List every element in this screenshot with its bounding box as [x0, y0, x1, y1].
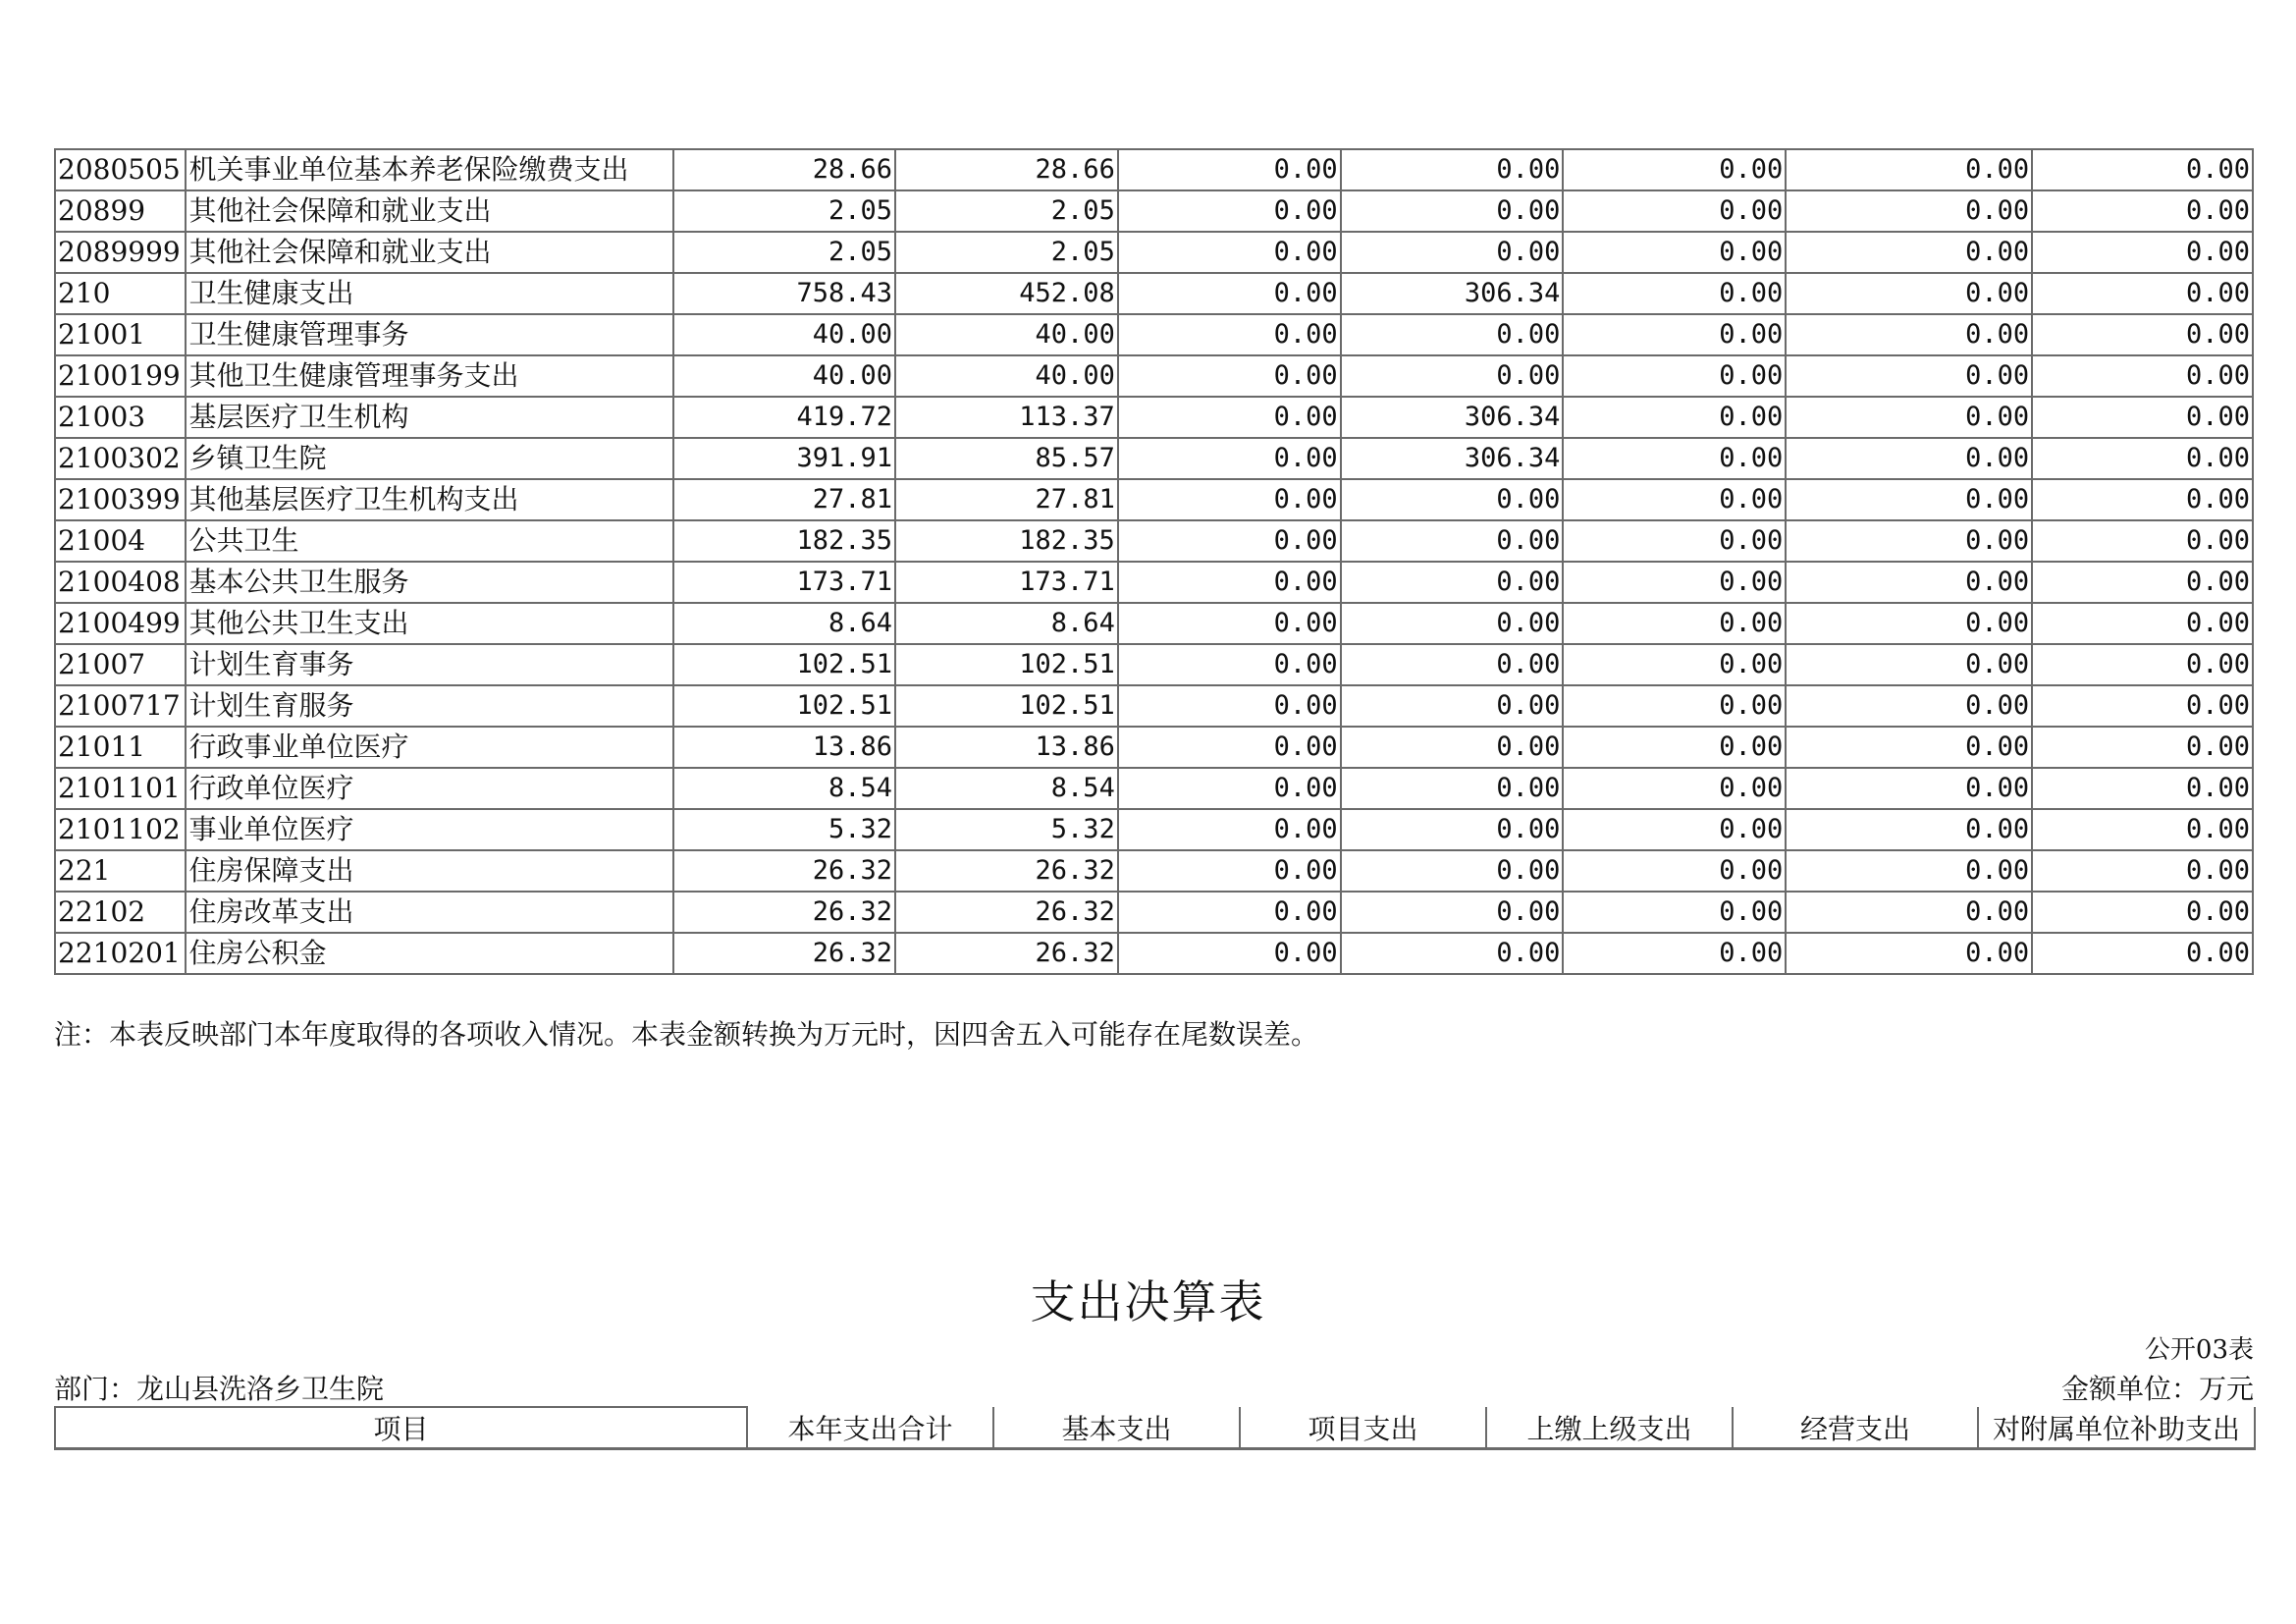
row-value: 40.00 [673, 314, 895, 355]
row-value: 419.72 [673, 397, 895, 438]
row-value: 182.35 [673, 520, 895, 562]
row-value: 0.00 [2032, 355, 2253, 397]
row-value: 0.00 [2032, 644, 2253, 685]
row-name: 卫生健康支出 [186, 273, 673, 314]
row-value: 0.00 [1563, 850, 1786, 892]
row-value: 0.00 [1563, 933, 1786, 974]
row-value: 0.00 [1118, 892, 1341, 933]
row-value: 2.05 [895, 190, 1118, 232]
row-value: 0.00 [2032, 809, 2253, 850]
row-value: 0.00 [1786, 562, 2032, 603]
row-value: 0.00 [1341, 809, 1564, 850]
row-name: 行政单位医疗 [186, 768, 673, 809]
row-code: 2089999 [55, 232, 186, 273]
row-code: 2101102 [55, 809, 186, 850]
row-value: 0.00 [1118, 190, 1341, 232]
row-value: 27.81 [895, 479, 1118, 520]
row-code: 221 [55, 850, 186, 892]
table-row [55, 933, 2253, 974]
row-value: 0.00 [1786, 768, 2032, 809]
table-row [55, 892, 2253, 933]
row-code: 2100717 [55, 685, 186, 727]
row-value: 0.00 [1563, 190, 1786, 232]
table-row [55, 685, 2253, 727]
row-name: 卫生健康管理事务 [186, 314, 673, 355]
row-value: 40.00 [673, 355, 895, 397]
row-code: 22102 [55, 892, 186, 933]
row-value: 0.00 [1118, 479, 1341, 520]
row-name: 乡镇卫生院 [186, 438, 673, 479]
row-value: 0.00 [1563, 397, 1786, 438]
table-row [55, 809, 2253, 850]
row-value: 28.66 [895, 149, 1118, 190]
row-code: 2100408 [55, 562, 186, 603]
income-table [54, 148, 2254, 975]
table-id-label: 公开03表 [2144, 1335, 2254, 1365]
row-value: 102.51 [673, 644, 895, 685]
row-value: 0.00 [1118, 727, 1341, 768]
row-value: 0.00 [1786, 149, 2032, 190]
row-value: 0.00 [1563, 314, 1786, 355]
row-value: 40.00 [895, 314, 1118, 355]
row-value: 0.00 [1118, 685, 1341, 727]
row-code: 20899 [55, 190, 186, 232]
table-note: 注：本表反映部门本年度取得的各项收入情况。本表金额转换为万元时，因四舍五入可能存在尾数误差。 [54, 1018, 1319, 1051]
row-value: 0.00 [1563, 644, 1786, 685]
row-value: 0.00 [1341, 768, 1564, 809]
row-code: 2100199 [55, 355, 186, 397]
header-total: 本年支出合计 [747, 1407, 993, 1449]
row-value: 0.00 [1341, 314, 1564, 355]
table-row [55, 727, 2253, 768]
row-value: 0.00 [1563, 438, 1786, 479]
row-value: 0.00 [1563, 562, 1786, 603]
row-value: 0.00 [1118, 809, 1341, 850]
table-row [55, 232, 2253, 273]
row-value: 0.00 [1118, 355, 1341, 397]
row-value: 0.00 [1786, 397, 2032, 438]
header-basic: 基本支出 [993, 1407, 1240, 1449]
row-value: 0.00 [2032, 438, 2253, 479]
row-name: 基本公共卫生服务 [186, 562, 673, 603]
table-row [55, 479, 2253, 520]
row-value: 0.00 [1341, 892, 1564, 933]
row-value: 8.64 [895, 603, 1118, 644]
row-value: 0.00 [1563, 809, 1786, 850]
row-value: 0.00 [1118, 520, 1341, 562]
row-value: 5.32 [673, 809, 895, 850]
row-value: 26.32 [895, 850, 1118, 892]
row-name: 计划生育事务 [186, 644, 673, 685]
row-value: 0.00 [1563, 768, 1786, 809]
row-value: 0.00 [1786, 479, 2032, 520]
row-value: 2.05 [673, 232, 895, 273]
row-value: 26.32 [895, 933, 1118, 974]
row-name: 基层医疗卫生机构 [186, 397, 673, 438]
row-value: 27.81 [673, 479, 895, 520]
row-value: 0.00 [1118, 603, 1341, 644]
row-value: 0.00 [2032, 933, 2253, 974]
header-subsidy: 对附属单位补助支出 [1978, 1407, 2255, 1449]
table-row [55, 520, 2253, 562]
row-value: 0.00 [1118, 768, 1341, 809]
row-name: 行政事业单位医疗 [186, 727, 673, 768]
row-code: 2100302 [55, 438, 186, 479]
row-value: 0.00 [1118, 850, 1341, 892]
row-value: 0.00 [1118, 933, 1341, 974]
row-value: 0.00 [1563, 892, 1786, 933]
row-value: 0.00 [1786, 232, 2032, 273]
row-name: 住房改革支出 [186, 892, 673, 933]
row-value: 102.51 [673, 685, 895, 727]
row-value: 0.00 [1786, 603, 2032, 644]
row-value: 8.64 [673, 603, 895, 644]
row-value: 40.00 [895, 355, 1118, 397]
row-value: 0.00 [1786, 520, 2032, 562]
row-value: 0.00 [1341, 644, 1564, 685]
row-value: 26.32 [673, 850, 895, 892]
row-value: 0.00 [1786, 314, 2032, 355]
table-row [55, 768, 2253, 809]
table-row [55, 562, 2253, 603]
table-row [55, 438, 2253, 479]
row-code: 21001 [55, 314, 186, 355]
row-value: 0.00 [1118, 149, 1341, 190]
table-row [55, 397, 2253, 438]
row-value: 0.00 [2032, 232, 2253, 273]
row-value: 85.57 [895, 438, 1118, 479]
row-value: 0.00 [1786, 850, 2032, 892]
row-value: 0.00 [2032, 727, 2253, 768]
row-value: 0.00 [1118, 397, 1341, 438]
row-value: 8.54 [895, 768, 1118, 809]
row-name: 住房公积金 [186, 933, 673, 974]
row-value: 0.00 [1341, 232, 1564, 273]
row-value: 0.00 [1118, 273, 1341, 314]
row-value: 26.32 [895, 892, 1118, 933]
table-row [55, 850, 2253, 892]
row-value: 758.43 [673, 273, 895, 314]
row-value: 0.00 [1563, 603, 1786, 644]
row-value: 0.00 [1118, 232, 1341, 273]
row-value: 0.00 [1341, 562, 1564, 603]
row-value: 113.37 [895, 397, 1118, 438]
table-row [55, 190, 2253, 232]
row-code: 2080505 [55, 149, 186, 190]
row-value: 28.66 [673, 149, 895, 190]
row-code: 2100499 [55, 603, 186, 644]
row-value: 391.91 [673, 438, 895, 479]
row-value: 0.00 [1563, 685, 1786, 727]
department-label: 部门：龙山县洗洛乡卫生院 [54, 1373, 385, 1405]
row-value: 0.00 [1786, 892, 2032, 933]
row-value: 0.00 [1786, 809, 2032, 850]
row-value: 0.00 [1563, 149, 1786, 190]
row-name: 计划生育服务 [186, 685, 673, 727]
row-code: 21011 [55, 727, 186, 768]
row-value: 0.00 [2032, 685, 2253, 727]
row-value: 0.00 [1341, 479, 1564, 520]
row-value: 0.00 [2032, 850, 2253, 892]
row-value: 0.00 [2032, 314, 2253, 355]
row-name: 其他社会保障和就业支出 [186, 232, 673, 273]
unit-label: 金额单位：万元 [2060, 1373, 2254, 1405]
row-value: 0.00 [1563, 273, 1786, 314]
row-value: 182.35 [895, 520, 1118, 562]
row-value: 102.51 [895, 685, 1118, 727]
row-value: 173.71 [895, 562, 1118, 603]
row-code: 21004 [55, 520, 186, 562]
row-code: 2210201 [55, 933, 186, 974]
row-value: 0.00 [2032, 562, 2253, 603]
row-code: 21003 [55, 397, 186, 438]
row-value: 0.00 [1563, 232, 1786, 273]
table-row [55, 603, 2253, 644]
row-value: 306.34 [1341, 438, 1564, 479]
row-value: 0.00 [2032, 520, 2253, 562]
row-value: 8.54 [673, 768, 895, 809]
row-value: 0.00 [1786, 685, 2032, 727]
header-row [55, 1407, 2255, 1449]
row-value: 0.00 [1341, 603, 1564, 644]
row-value: 0.00 [1118, 438, 1341, 479]
table-row [55, 355, 2253, 397]
row-value: 0.00 [1786, 644, 2032, 685]
row-value: 13.86 [673, 727, 895, 768]
row-name: 其他社会保障和就业支出 [186, 190, 673, 232]
row-name: 公共卫生 [186, 520, 673, 562]
row-value: 0.00 [2032, 768, 2253, 809]
row-code: 21007 [55, 644, 186, 685]
row-value: 306.34 [1341, 273, 1564, 314]
row-value: 0.00 [2032, 273, 2253, 314]
row-value: 452.08 [895, 273, 1118, 314]
header-project: 项目支出 [1240, 1407, 1486, 1449]
row-value: 0.00 [1563, 727, 1786, 768]
header-item: 项目 [55, 1407, 747, 1449]
row-value: 5.32 [895, 809, 1118, 850]
row-name: 住房保障支出 [186, 850, 673, 892]
row-value: 26.32 [673, 933, 895, 974]
row-code: 2100399 [55, 479, 186, 520]
table-row [55, 273, 2253, 314]
row-name: 事业单位医疗 [186, 809, 673, 850]
row-value: 2.05 [673, 190, 895, 232]
row-name: 其他基层医疗卫生机构支出 [186, 479, 673, 520]
table-row [55, 149, 2253, 190]
row-value: 2.05 [895, 232, 1118, 273]
row-value: 306.34 [1341, 397, 1564, 438]
row-value: 0.00 [1563, 355, 1786, 397]
row-value: 0.00 [1341, 520, 1564, 562]
row-value: 0.00 [1341, 355, 1564, 397]
row-value: 0.00 [1563, 479, 1786, 520]
header-remit: 上缴上级支出 [1486, 1407, 1733, 1449]
row-value: 0.00 [2032, 397, 2253, 438]
row-value: 26.32 [673, 892, 895, 933]
header-business: 经营支出 [1733, 1407, 1978, 1449]
row-value: 0.00 [1786, 438, 2032, 479]
row-value: 173.71 [673, 562, 895, 603]
table-row [55, 644, 2253, 685]
row-code: 2101101 [55, 768, 186, 809]
row-value: 0.00 [1341, 149, 1564, 190]
row-value: 0.00 [1341, 933, 1564, 974]
row-value: 0.00 [2032, 190, 2253, 232]
row-value: 0.00 [1786, 190, 2032, 232]
row-value: 0.00 [1118, 314, 1341, 355]
row-value: 0.00 [1341, 850, 1564, 892]
row-name: 其他公共卫生支出 [186, 603, 673, 644]
row-value: 0.00 [1341, 727, 1564, 768]
row-name: 机关事业单位基本养老保险缴费支出 [186, 149, 673, 190]
row-value: 0.00 [1341, 685, 1564, 727]
row-value: 0.00 [1786, 355, 2032, 397]
row-name: 其他卫生健康管理事务支出 [186, 355, 673, 397]
row-value: 0.00 [1118, 644, 1341, 685]
row-code: 210 [55, 273, 186, 314]
page-title: 支出决算表 [1030, 1275, 1266, 1328]
row-value: 0.00 [2032, 149, 2253, 190]
row-value: 0.00 [1786, 273, 2032, 314]
row-value: 13.86 [895, 727, 1118, 768]
table-row [55, 314, 2253, 355]
row-value: 0.00 [2032, 479, 2253, 520]
row-value: 0.00 [1118, 562, 1341, 603]
row-value: 0.00 [1786, 933, 2032, 974]
row-value: 0.00 [2032, 892, 2253, 933]
expense-table-header [54, 1406, 2256, 1450]
row-value: 0.00 [1563, 520, 1786, 562]
row-value: 0.00 [1786, 727, 2032, 768]
row-value: 0.00 [2032, 603, 2253, 644]
row-value: 0.00 [1341, 190, 1564, 232]
row-value: 102.51 [895, 644, 1118, 685]
